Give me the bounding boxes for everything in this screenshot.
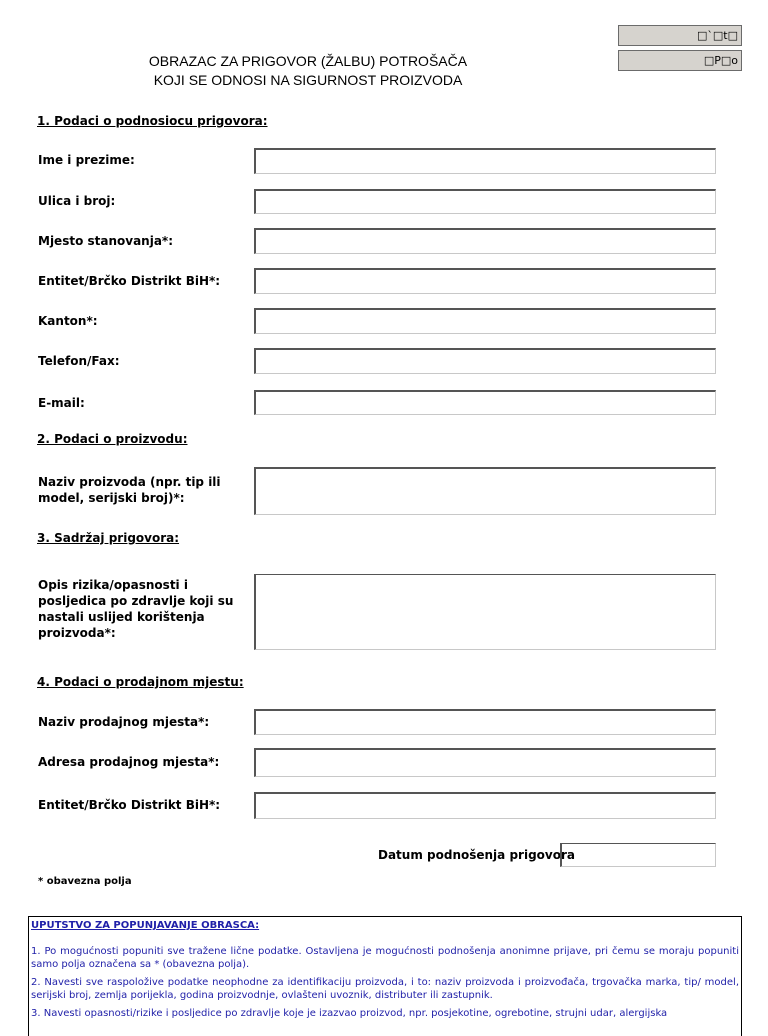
label-street: Ulica i broj: [38,194,116,208]
instructions-box [28,916,742,1036]
product-name-field[interactable] [254,467,716,515]
section-heading-complaint: 3. Sadržaj prigovora: [37,531,180,545]
label-store-name: Naziv prodajnog mjesta*: [38,715,210,729]
required-fields-note: * obavezna polja [38,876,132,887]
street-field[interactable] [254,189,716,214]
label-risk-description: Opis rizika/opasnosti i posljedica po zdravlje koji su nastali uslijed korištenja proizvoda*: [38,578,234,640]
bottom-corner-button[interactable]: □P□o [618,50,742,71]
label-full-name: Ime i prezime: [38,153,135,167]
label-store-address: Adresa prodajnog mjesta*: [38,755,220,769]
label-canton: Kanton*: [38,314,98,328]
instructions-title: UPUTSTVO ZA POPUNJAVANJE OBRASCA: [31,920,260,931]
full-name-field[interactable] [254,148,716,174]
email-field[interactable] [254,390,716,415]
submission-date-label: Datum podnošenja prigovora [378,848,575,862]
label-email: E-mail: [38,396,85,410]
phone-field[interactable] [254,348,716,374]
canton-field[interactable] [254,308,716,334]
risk-description-field[interactable] [254,574,716,650]
label-residence: Mjesto stanovanja*: [38,234,174,248]
entity-field-1[interactable] [254,268,716,294]
instruction-item-1: 1. Po mogućnosti popuniti sve tražene lične podatke. Ostavljena je mogućnosti podnošenja anonimne prijave, pri čemu se moraju popuniti samo polja označena sa * (obavezna polja). [31,946,739,970]
section-heading-applicant: 1. Podaci o podnosiocu prigovora: [37,114,268,128]
submission-date-field[interactable] [560,843,716,867]
entity-field-2[interactable] [254,792,716,819]
label-entity-2: Entitet/Brčko Distrikt BiH*: [38,798,221,812]
form-title-line-2: KOJI SE ODNOSI NA SIGURNOST PROIZVODA [153,72,463,88]
store-name-field[interactable] [254,709,716,735]
residence-field[interactable] [254,228,716,254]
label-phone: Telefon/Fax: [38,354,120,368]
store-address-field[interactable] [254,748,716,777]
section-heading-point-of-sale: 4. Podaci o prodajnom mjestu: [37,675,244,689]
section-heading-product: 2. Podaci o proizvodu: [37,432,188,446]
top-corner-button[interactable]: □`□t□ [618,25,742,46]
label-product-name: Naziv proizvoda (npr. tip ili model, serijski broj)*: [38,475,221,505]
instruction-item-2: 2. Navesti sve raspoložive podatke neophodne za identifikaciju proizvoda, i to: naziv proizvoda i proizvođača, trgovačka marka, tip/ model, serijski broj, zemlja porijekla, godina proizvodnje, ovlašteni uvoznik, distributer ili zastupnik. [31,977,739,1001]
form-title-line-1: OBRAZAC ZA PRIGOVOR (ŽALBU) POTROŠAČA [148,53,468,69]
instruction-item-3: 3. Navesti opasnosti/rizike i posljedice po zdravlje koje je izazvao proizvod, npr. posjekotine, ogrebotine, strujni udar, alergijska [31,1008,668,1019]
label-entity-1: Entitet/Brčko Distrikt BiH*: [38,274,221,288]
